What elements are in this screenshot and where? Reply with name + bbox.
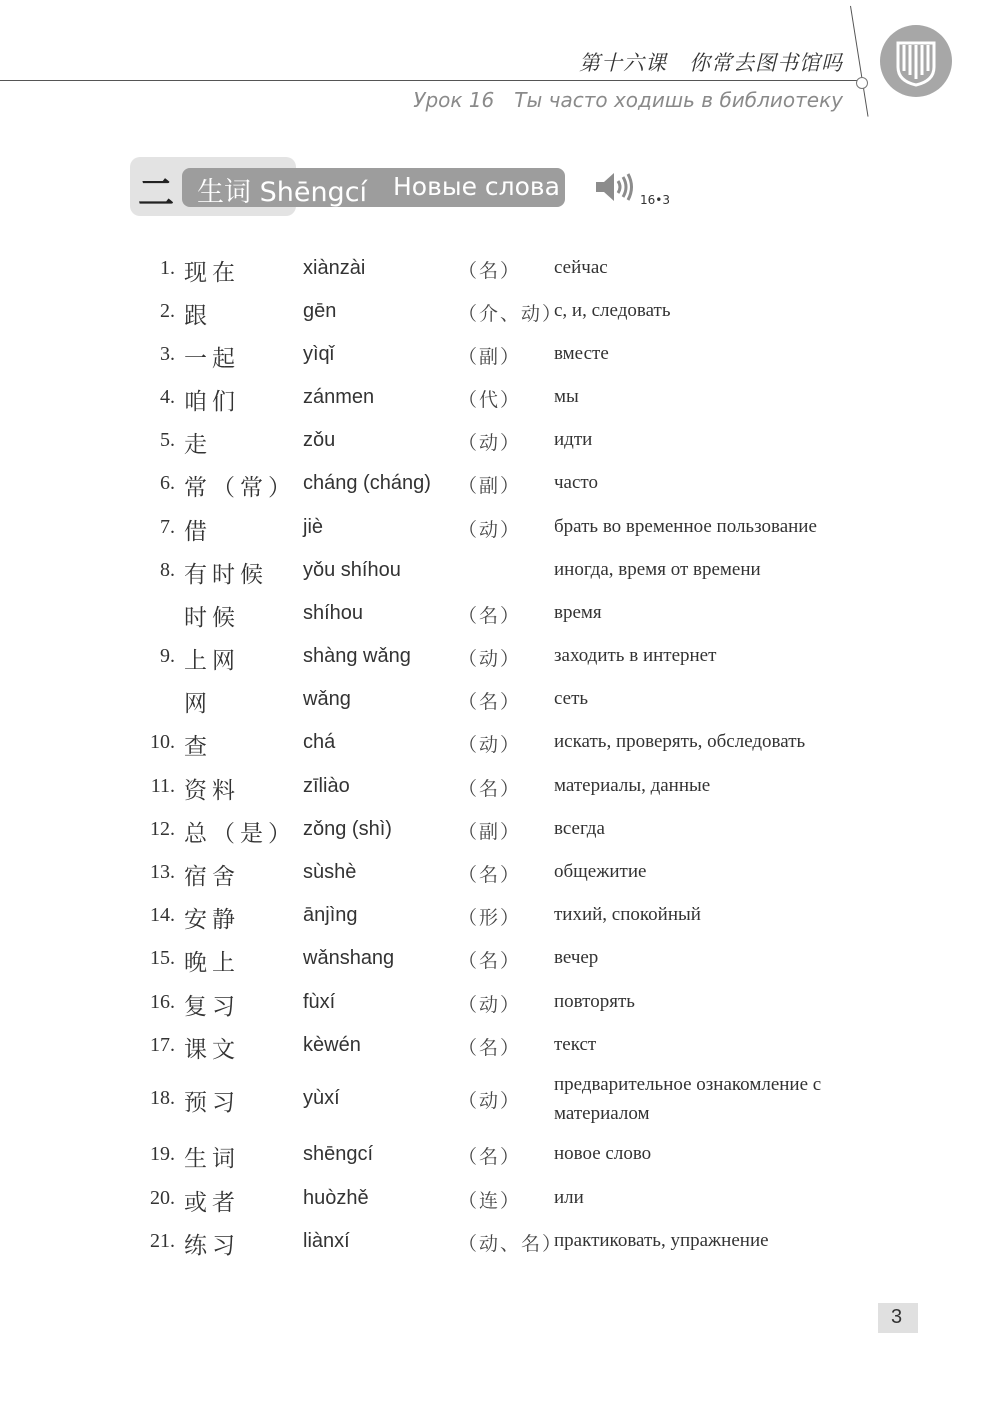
vocab-pinyin: xiànzài [303,257,366,279]
vocab-part-of-speech: （形） [458,907,522,929]
vocab-hanzi: 有时候 [184,562,268,588]
vocab-row [0,947,997,977]
vocab-number: 3. [160,343,175,365]
vocab-hanzi: 现在 [184,260,240,286]
vocab-hanzi: 时候 [184,605,240,631]
vocab-hanzi: 总（是） [184,821,296,847]
vocab-hanzi: 咱们 [184,389,240,415]
vocab-pinyin: shàng wǎng [303,645,411,667]
vocab-part-of-speech: （名） [458,864,522,886]
vocab-hanzi: 常（常） [184,475,296,501]
vocab-number: 10. [150,731,175,753]
vocab-row [0,1074,997,1124]
vocab-number: 13. [150,861,175,883]
vocab-number: 14. [150,904,175,926]
vocab-number: 11. [150,775,175,797]
vocab-number: 1. [160,257,175,279]
vocab-pinyin: yǒu shíhou [303,559,401,581]
vocab-pinyin: zǒng (shì) [303,818,392,840]
vocab-pinyin: zǒu [303,429,336,451]
vocab-part-of-speech: （动） [458,648,522,670]
vocab-hanzi: 网 [184,691,212,717]
vocab-row [0,1143,997,1173]
vocab-number: 12. [150,818,175,840]
vocab-part-of-speech: （动） [458,994,522,1016]
vocab-part-of-speech: （副） [458,821,522,843]
vocab-translation: брать во временное пользование [554,516,817,537]
lesson-title-russian: Урок 16 Ты часто ходишь в библиотеку [413,88,843,112]
vocab-number: 16. [150,991,175,1013]
vocab-row [0,257,997,287]
vocab-part-of-speech: （副） [458,475,522,497]
vocab-row [0,386,997,416]
vocab-part-of-speech: （名） [458,1037,522,1059]
vocab-translation: практиковать, упражнение [554,1230,769,1251]
vocab-row [0,861,997,891]
vocab-translation: мы [554,386,579,407]
vocab-number: 17. [150,1034,175,1056]
vocab-translation: повторять [554,991,635,1012]
vocab-pinyin: kèwén [303,1034,361,1056]
vocab-hanzi: 资料 [184,778,240,804]
vocab-translation: вечер [554,947,599,968]
vocab-part-of-speech: （名） [458,260,522,282]
vocab-number: 2. [160,300,175,322]
vocab-row [0,516,997,546]
vocab-hanzi: 跟 [184,303,212,329]
section-number: 二 [138,173,175,214]
vocab-number: 19. [150,1143,175,1165]
vocab-hanzi: 上网 [184,648,240,674]
vocab-translation: тихий, спокойный [554,904,701,925]
header-ornament [856,77,868,89]
vocab-row [0,1187,997,1217]
vocab-pinyin: zīliào [303,775,350,797]
vocab-translation: идти [554,429,593,450]
vocab-row [0,1230,997,1260]
vocab-row [0,775,997,805]
section-title-russian: Новые слова [393,172,560,201]
section-title: 生词 Shēngcí [197,177,368,208]
vocab-part-of-speech: （介、动） [458,303,564,325]
vocab-translation: время [554,602,602,623]
vocab-hanzi: 晚上 [184,950,240,976]
vocab-translation: текст [554,1034,597,1055]
vocab-part-of-speech: （名） [458,605,522,627]
audio-track-number: 16•3 [640,193,670,207]
vocab-row [0,1034,997,1064]
vocab-pinyin: ānjìng [303,904,358,926]
vocab-hanzi: 安静 [184,907,240,933]
vocab-row [0,991,997,1021]
vocab-translation: иногда, время от времени [554,559,761,580]
vocab-number: 7. [160,516,175,538]
vocab-translation: сейчас [554,257,608,278]
vocab-part-of-speech: （代） [458,389,522,411]
vocab-number: 21. [150,1230,175,1252]
vocab-row [0,300,997,330]
vocab-pinyin: sùshè [303,861,357,883]
vocab-pinyin: shíhou [303,602,364,624]
lesson-title-chinese: 第十六课 你常去图书馆吗 [579,51,843,75]
vocab-pinyin: zánmen [303,386,375,408]
vocab-translation: заходить в интернет [554,645,717,666]
vocab-hanzi: 借 [184,519,212,545]
vocab-pinyin: fùxí [303,991,336,1013]
vocab-pinyin: shēngcí [303,1143,374,1165]
vocab-translation: часто [554,472,598,493]
vocab-number: 9. [160,645,175,667]
vocab-pinyin: wǎnshang [303,947,395,969]
vocab-pinyin: yìqǐ [303,343,335,365]
vocab-part-of-speech: （动） [458,1090,522,1112]
vocab-translation: предварительное ознакомление с материалом [554,1074,822,1124]
vocab-row [0,429,997,459]
vocab-pinyin: liànxí [303,1230,350,1252]
vocab-pinyin: huòzhě [303,1187,369,1209]
vocab-part-of-speech: （动） [458,519,522,541]
vocab-row [0,343,997,373]
vocab-part-of-speech: （名） [458,950,522,972]
vocab-part-of-speech: （动） [458,432,522,454]
vocab-part-of-speech: （名） [458,778,522,800]
audio-speaker-icon[interactable] [594,170,634,208]
vocab-row [0,602,997,632]
vocab-part-of-speech: （连） [458,1190,522,1212]
vocab-translation: общежитие [554,861,647,882]
vocab-hanzi: 预习 [184,1090,240,1116]
vocab-number: 18. [150,1087,175,1109]
vocab-translation: или [554,1187,584,1208]
vocab-pinyin: yùxí [303,1087,340,1109]
vocab-row [0,559,997,589]
vocab-hanzi: 一起 [184,346,240,372]
vocab-part-of-speech: （动、名） [458,1233,564,1255]
vocab-hanzi: 生词 [184,1146,240,1172]
vocab-hanzi: 练习 [184,1233,240,1259]
vocab-number: 8. [160,559,175,581]
vocab-row [0,904,997,934]
page-number: 3 [891,1306,903,1328]
vocab-pinyin: jiè [303,516,324,538]
vocab-translation: искать, проверять, обследовать [554,731,806,752]
book-shield-icon [880,25,952,97]
vocab-number: 20. [150,1187,175,1209]
vocab-translation: новое слово [554,1143,652,1164]
vocab-translation: всегда [554,818,605,839]
vocab-pinyin: gēn [303,300,337,322]
vocab-pinyin: chá [303,731,336,753]
vocab-translation: материалы, данные [554,775,711,796]
vocab-number: 6. [160,472,175,494]
vocab-row [0,731,997,761]
vocab-number: 15. [150,947,175,969]
vocab-pinyin: wǎng [303,688,351,710]
vocab-hanzi: 课文 [184,1037,240,1063]
vocab-part-of-speech: （动） [458,734,522,756]
vocab-hanzi: 复习 [184,994,240,1020]
vocab-pinyin: cháng (cháng) [303,472,431,494]
page-number-box [878,1303,918,1333]
vocab-part-of-speech: （名） [458,691,522,713]
vocab-row [0,818,997,848]
vocab-hanzi: 宿舍 [184,864,240,890]
header-diagonal-rule [850,6,869,117]
vocab-hanzi: 或者 [184,1190,240,1216]
vocab-part-of-speech: （副） [458,346,522,368]
vocab-row [0,472,997,502]
vocab-number: 4. [160,386,175,408]
publisher-logo [880,25,952,97]
vocab-row [0,688,997,718]
vocab-row [0,645,997,675]
vocab-part-of-speech: （名） [458,1146,522,1168]
vocab-translation: вместе [554,343,609,364]
vocab-number: 5. [160,429,175,451]
header-rule [0,80,858,81]
vocab-hanzi: 查 [184,734,212,760]
vocab-translation: с, и, следовать [554,300,671,321]
vocab-translation: сеть [554,688,589,709]
vocab-hanzi: 走 [184,432,212,458]
